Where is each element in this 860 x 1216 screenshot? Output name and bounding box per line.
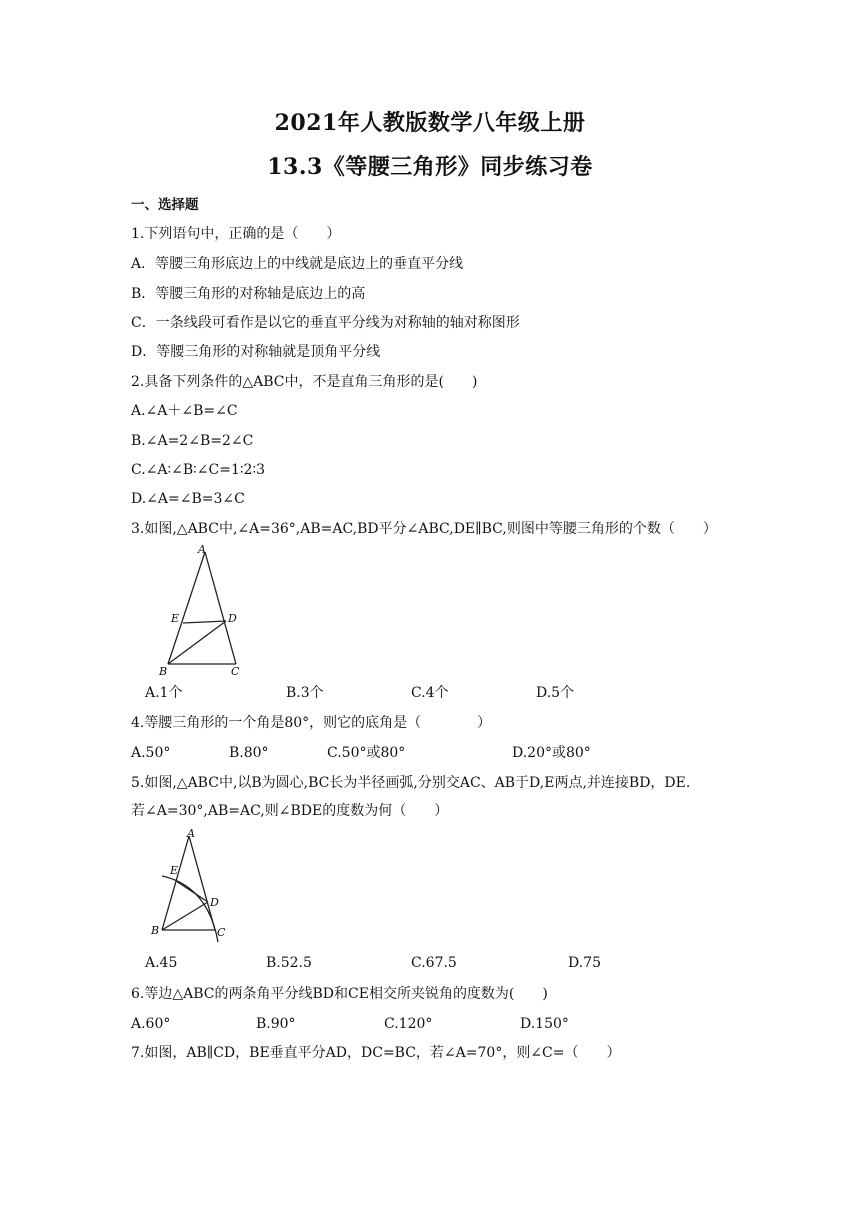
side-ac: [189, 836, 215, 930]
question-6-option-a: A.60°: [131, 1016, 171, 1032]
triangle-abc: [168, 552, 236, 664]
segment-de: [176, 881, 208, 902]
figure-label-c: C: [217, 926, 226, 939]
segment-de: [183, 621, 226, 623]
question-1-option-d: D．等腰三角形的对称轴就是顶角平分线: [131, 344, 381, 360]
question-5-figure: [146, 826, 246, 948]
figure-label-a: A: [198, 543, 206, 556]
section-heading: 一、选择题: [131, 197, 199, 213]
figure-label-d: D: [228, 612, 237, 625]
question-3-option-d: D.5个: [536, 685, 575, 701]
question-4-option-c: C.50°或80°: [327, 745, 406, 761]
question-5-option-b: B.52.5: [266, 955, 312, 971]
side-ac: [205, 552, 236, 664]
side-ab: [168, 552, 205, 664]
question-5-stem: 5.如图,△ABC中,以B为圆心,BC长为半径画弧,分别交AC、AB于D,E两点,并连接BD，DE.: [131, 775, 691, 791]
figure-label-b: B: [159, 665, 168, 678]
question-6-option-b: B.90°: [256, 1016, 296, 1032]
question-4-option-a: A.50°: [131, 745, 171, 761]
figure-label-b: B: [151, 924, 160, 937]
document-subtitle: 13.3《等腰三角形》同步练习卷: [267, 154, 593, 180]
figure-label-a: A: [187, 827, 195, 840]
segment-bd: [168, 621, 226, 664]
question-3-figure: [150, 542, 250, 682]
question-3-option-a: A.1个: [145, 685, 183, 701]
question-6-stem: 6.等边△ABC的两条角平分线BD和CE相交所夹锐角的度数为( ): [131, 986, 548, 1002]
figure-label-c: C: [231, 665, 240, 678]
figure-label-e: E: [171, 612, 180, 625]
figure-label-d: D: [210, 896, 219, 909]
triangle-abc-arc: [162, 836, 218, 942]
question-4-stem: 4.等腰三角形的一个角是80°，则它的底角是（ ）: [131, 715, 492, 731]
question-6-option-d: D.150°: [520, 1016, 569, 1032]
question-2-option-a: A.∠A＋∠B=∠C: [131, 403, 238, 419]
question-1-option-a: A．等腰三角形底边上的中线就是底边上的垂直平分线: [131, 256, 464, 272]
question-1-option-c: C．一条线段可看作是以它的垂直平分线为对称轴的轴对称图形: [131, 315, 520, 331]
question-2-option-d: D.∠A=∠B=3∠C: [131, 491, 245, 507]
question-3-option-b: B.3个: [286, 685, 324, 701]
question-5-option-a: A.45: [145, 955, 178, 971]
question-6-option-c: C.120°: [384, 1016, 433, 1032]
question-5-option-d: D.75: [568, 955, 601, 971]
question-2-stem: 2.具备下列条件的△ABC中，不是直角三角形的是( ): [131, 374, 478, 390]
figure-label-e: E: [170, 864, 179, 877]
question-4-option-b: B.80°: [229, 745, 269, 761]
question-7-stem: 7.如图，AB∥CD，BE垂直平分AD，DC=BC，若∠A=70°，则∠C=（ ）: [131, 1045, 621, 1061]
question-3-option-c: C.4个: [411, 685, 449, 701]
question-3-stem: 3.如图,△ABC中,∠A=36°,AB=AC,BD平分∠ABC,DE∥BC,则图中等腰三角形的个数（ ）: [131, 521, 717, 537]
question-5-stem-continued: 若∠A=30°,AB=AC,则∠BDE的度数为何（ ）: [131, 803, 449, 819]
question-5-option-c: C.67.5: [411, 955, 457, 971]
document-title: 2021年人教版数学八年级上册: [274, 110, 586, 136]
question-1-stem: 1.下列语句中，正确的是（ ）: [131, 226, 341, 242]
question-2-option-c: C.∠A∶∠B∶∠C=1∶2∶3: [131, 462, 265, 478]
question-2-option-b: B.∠A=2∠B=2∠C: [131, 433, 254, 449]
question-4-option-d: D.20°或80°: [512, 745, 591, 761]
question-1-option-b: B．等腰三角形的对称轴是底边上的高: [131, 286, 366, 302]
